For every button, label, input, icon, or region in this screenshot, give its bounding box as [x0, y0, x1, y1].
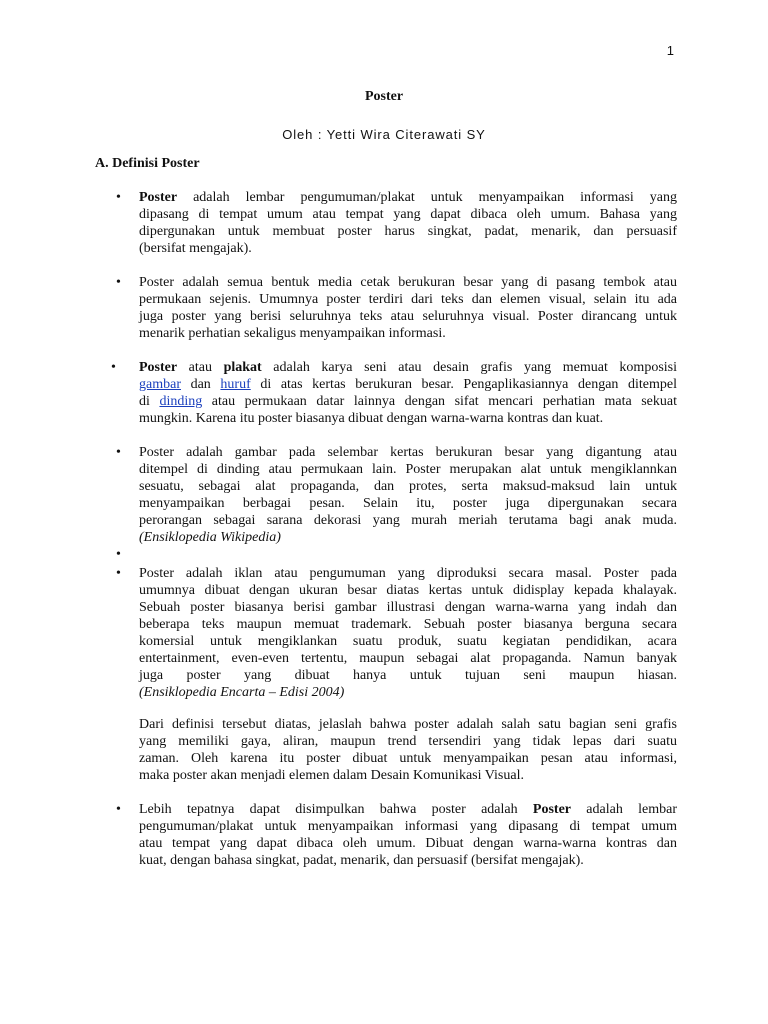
paragraph-1 [139, 189, 677, 257]
text-line: (bersifat mengajak). [139, 241, 252, 256]
paragraph-6 [139, 716, 677, 784]
text-line: maka poster akan menjadi elemen dalam Desain Komunikasi Visual. [139, 768, 524, 783]
text-line: pengumuman/plakat untuk menyampaikan informasi yang dipasang di tempat umum [139, 819, 677, 834]
text-line: Poster adalah semua bentuk media cetak berukuran besar yang di pasang tembok atau [139, 275, 677, 290]
text-line: sesuatu, sebagai alat propaganda, dan protes, serta maksud-maksud lain untuk [139, 479, 677, 494]
text-line: kuat, dengan bahasa singkat, padat, menarik, dan persuasif (bersifat mengajak). [139, 853, 584, 868]
paragraph-7 [139, 801, 677, 869]
text-line: zaman. Oleh karena itu poster dibuat untuk menyampaikan pesan atau informasi, [139, 751, 677, 766]
bullet-1: • [116, 190, 121, 205]
bullet-2: • [116, 275, 121, 290]
bullet-7: • [116, 802, 121, 817]
text-line: permukaan sejenis. Umumnya poster terdiri dari teks dan elemen visual, selain itu ada [139, 292, 677, 307]
bullet-5-empty: • [116, 547, 121, 562]
text-line: menarik perhatian sekaligus menyampaikan informasi. [139, 326, 446, 341]
bullet-4: • [116, 445, 121, 460]
text-line: dipergunakan untuk membuat poster harus singkat, padat, menarik, dan persuasif [139, 224, 677, 239]
document-title: Poster [364, 89, 404, 104]
link-dinding[interactable]: dinding [159, 394, 203, 409]
document-author: Oleh : Yetti Wira Citerawati SY [282, 127, 486, 142]
text-line: umumnya dibuat dengan ukuran besar diatas kertas untuk didisplay kepada khalayak. [139, 583, 677, 598]
text-line: perorangan sebagai sarana dekorasi yang murah meriah terutama bagi anak muda. [139, 513, 677, 528]
text-line: Dari definisi tersebut diatas, jelaslah bahwa poster adalah salah satu bagian seni grafis [139, 717, 677, 732]
text-line: yang memiliki gaya, aliran, maupun trend tersendiri yang tidak lepas dari suatu [139, 734, 677, 749]
text-line: dipasang di tempat umum atau tempat yang dapat dibaca oleh umum. Bahasa yang [139, 207, 677, 222]
bullet-3: • [111, 360, 116, 375]
text-line: Sebuah poster biasanya berisi gambar illustrasi dengan warna-warna yang indah dan [139, 600, 677, 615]
text-line: gambar dan huruf di atas kertas berukuran besar. Pengaplikasiannya dengan ditempel [139, 377, 677, 392]
text-line: juga poster yang berisi seluruhnya teks atau seluruhnya visual. Poster dirancang untuk [139, 309, 677, 324]
text-line: Poster adalah iklan atau pengumuman yang diproduksi secara masal. Poster pada [139, 566, 677, 581]
text-line: Poster adalah lembar pengumuman/plakat untuk menyampaikan informasi yang [139, 190, 677, 205]
paragraph-4 [139, 444, 677, 546]
text-line: komersial untuk mengiklankan suatu produk, suatu kegiatan pendidikan, acara [139, 634, 677, 649]
text-line: ditempel di dinding atau permukaan lain. Poster merupakan alat untuk mengiklannkan [139, 462, 677, 477]
paragraph-5 [139, 565, 677, 701]
text-line: Lebih tepatnya dapat disimpulkan bahwa poster adalah Poster adalah lembar [139, 802, 677, 817]
section-heading: A. Definisi Poster [95, 156, 200, 171]
text-line: Poster adalah gambar pada selembar kertas berukuran besar yang digantung atau [139, 445, 677, 460]
text-line: atau tempat yang dapat dibaca oleh umum. Dibuat dengan warna-warna kontras dan [139, 836, 677, 851]
text-line: beberapa teks maupun memuat trademark. Sebuah poster biasanya berguna secara [139, 617, 677, 632]
text-line: mungkin. Karena itu poster biasanya dibuat dengan warna-warna kontras dan kuat. [139, 411, 604, 426]
text-line: di dinding atau permukaan datar lainnya dengan sifat mencari perhatian mata sekuat [139, 394, 677, 409]
paragraph-2 [139, 274, 677, 342]
link-gambar[interactable]: gambar [139, 377, 181, 392]
link-huruf[interactable]: huruf [220, 377, 251, 392]
text-line: (Ensiklopedia Encarta – Edisi 2004) [139, 685, 345, 700]
page-number: 1 [666, 43, 674, 58]
paragraph-3 [139, 359, 677, 427]
text-line: juga poster yang dibuat hanya untuk tujuan seni maupun hiasan. [139, 668, 677, 683]
text-line: entertainment, even-even tertentu, maupun sebagai alat propaganda. Namun banyak [139, 651, 677, 666]
text-line: menyampaikan berbagai pesan. Selain itu, poster juga dipergunakan secara [139, 496, 677, 511]
text-line: (Ensiklopedia Wikipedia) [139, 530, 281, 545]
bullet-6: • [116, 566, 121, 581]
text-line: Poster atau plakat adalah karya seni atau desain grafis yang memuat komposisi [139, 360, 677, 375]
